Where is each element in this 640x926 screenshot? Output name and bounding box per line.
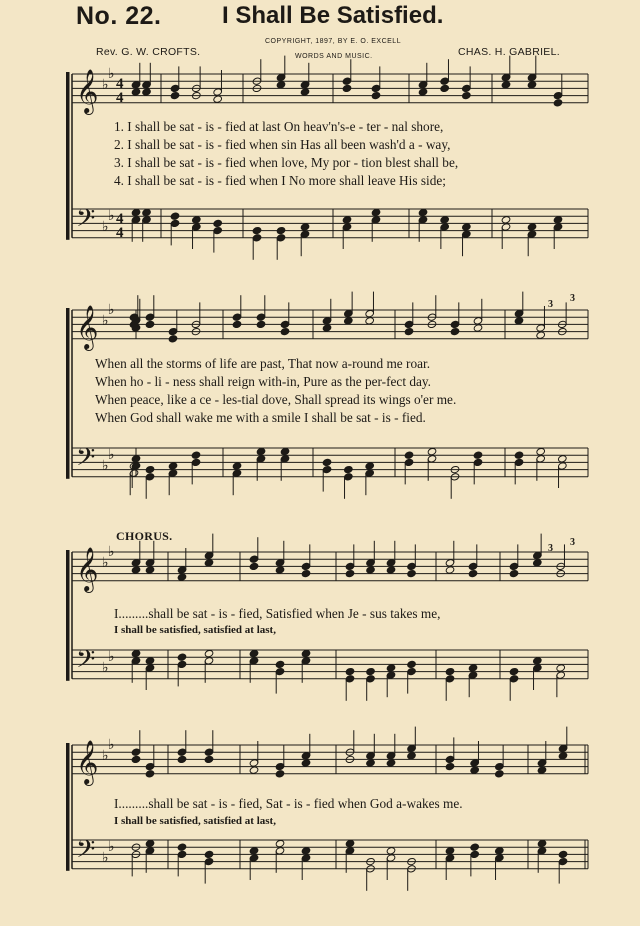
note-head (366, 759, 376, 767)
bass-clef-icon: 𝄢 (76, 204, 96, 239)
note-head (440, 84, 450, 92)
brace-bar (66, 308, 70, 479)
bass-clef-icon: 𝄢 (76, 835, 96, 870)
flat-icon: ♭ (108, 737, 115, 753)
note-head (371, 208, 381, 216)
note-head (249, 649, 259, 657)
note-head (445, 566, 455, 574)
note-head (404, 451, 414, 459)
note-head (131, 755, 141, 763)
hymn-number: No. 22. (76, 2, 162, 30)
note-head (276, 81, 286, 89)
note-head (131, 649, 141, 657)
flat-icon: ♭ (102, 76, 109, 93)
note-head (445, 667, 455, 675)
note-head (145, 566, 155, 574)
triplet-mark: 3 (570, 293, 575, 304)
note-head (177, 573, 187, 581)
note-head (386, 664, 396, 672)
note-head (300, 88, 310, 96)
note-head (558, 752, 568, 760)
triplet-mark: 3 (570, 537, 575, 548)
note-head (366, 667, 376, 675)
note-head (553, 99, 563, 107)
note-head (256, 320, 266, 328)
flat-icon: ♭ (102, 850, 109, 866)
flat-icon: ♭ (108, 839, 115, 856)
note-head (371, 91, 381, 99)
note-head (232, 462, 242, 470)
note-head (301, 649, 311, 657)
note-head (514, 451, 524, 459)
note-head (462, 91, 472, 99)
note-head (204, 755, 214, 763)
note-head (527, 81, 537, 89)
note-head (533, 657, 543, 665)
credit-line: WORDS AND MUSIC. (295, 53, 373, 60)
note-head (514, 317, 524, 325)
note-head (345, 667, 355, 675)
flat-icon: ♭ (108, 66, 115, 82)
chorus-line-2: I.........shall be sat - is - fied, Sat - is - fied when God a-wakes me. (114, 796, 463, 811)
note-head (300, 223, 310, 231)
hymn-title: I Shall Be Satisfied. (222, 2, 444, 29)
note-head (445, 762, 455, 770)
note-head (177, 653, 187, 661)
note-head (533, 559, 543, 567)
note-head (345, 569, 355, 577)
note-head (440, 216, 450, 224)
note-head (501, 216, 511, 224)
note-head (204, 559, 214, 567)
note-head (365, 317, 375, 325)
note-head (558, 455, 568, 463)
time-signature-digit: 4 (116, 76, 124, 92)
note-head (280, 447, 290, 455)
note-head (536, 447, 546, 455)
note-head (249, 847, 259, 855)
note-head (145, 770, 155, 778)
note-head (556, 664, 566, 672)
note-head (213, 219, 223, 227)
note-head (386, 566, 396, 574)
flat-icon: ♭ (102, 747, 109, 764)
note-head (495, 770, 505, 778)
note-head (191, 451, 201, 459)
note-head (275, 770, 285, 778)
time-signature-digit: 4 (116, 225, 124, 241)
note-head (407, 569, 417, 577)
note-head (536, 331, 546, 339)
chorus-label: CHORUS. (116, 529, 173, 543)
note-head (131, 88, 141, 96)
note-head (344, 317, 354, 325)
note-head (404, 327, 414, 335)
note-head (322, 324, 332, 332)
note-head (192, 216, 202, 224)
note-head (232, 320, 242, 328)
treble-clef-icon: 𝄞 (76, 740, 99, 784)
note-head (445, 847, 455, 855)
treble-clef-icon: 𝄞 (76, 305, 99, 349)
bass-clef-icon: 𝄢 (76, 645, 96, 680)
note-head (213, 95, 223, 103)
flat-icon: ♭ (108, 302, 115, 318)
note-head (301, 847, 311, 855)
note-head (249, 562, 259, 570)
note-head (386, 847, 396, 855)
verse-1-line-1: 1. I shall be sat - is - fied at last On heav'n's-e - ter - nal shore, (114, 119, 444, 134)
note-head (177, 755, 187, 763)
note-head (168, 462, 178, 470)
flat-icon: ♭ (102, 312, 109, 329)
note-head (537, 766, 547, 774)
note-head (344, 465, 354, 473)
note-head (142, 208, 152, 216)
note-head (131, 208, 141, 216)
note-head (275, 566, 285, 574)
note-head (145, 320, 155, 328)
chorus-line-1-alt: I shall be satisfied, satisfied at last, (114, 624, 276, 636)
note-head (142, 88, 152, 96)
verse-3-line-2: When peace, like a ce - les-tial dove, Shall spread its wings o'er me. (95, 392, 457, 407)
note-head (145, 839, 155, 847)
note-head (473, 451, 483, 459)
note-head (473, 324, 483, 332)
note-head (509, 667, 519, 675)
note-head (168, 335, 178, 343)
treble-clef-icon: 𝄞 (76, 69, 99, 113)
chorus-line-2-alt: I shall be satisfied, satisfied at last, (114, 815, 276, 827)
note-head (407, 660, 417, 668)
note-head (470, 766, 480, 774)
note-head (177, 843, 187, 851)
verse-2-line-1: 2. I shall be sat - is - fied when sin Has all been wash'd a - way, (114, 137, 451, 152)
note-head (537, 839, 547, 847)
flat-icon: ♭ (108, 208, 115, 225)
note-head (418, 208, 428, 216)
note-head (131, 566, 141, 574)
note-head (450, 327, 460, 335)
note-head (462, 223, 472, 231)
time-signature-digit: 4 (116, 90, 124, 106)
note-head (322, 458, 332, 466)
note-head (386, 759, 396, 767)
note-head (204, 850, 214, 858)
note-head (131, 455, 141, 463)
flat-icon: ♭ (108, 544, 115, 560)
note-head (252, 226, 262, 234)
note-head (365, 462, 375, 470)
flat-icon: ♭ (102, 458, 109, 474)
note-head (342, 216, 352, 224)
note-head (249, 766, 259, 774)
verse-4-line-1: 4. I shall be sat - is - fied when I No more shall leave His side; (114, 173, 446, 188)
flat-icon: ♭ (108, 447, 115, 464)
note-head (418, 88, 428, 96)
note-head (468, 664, 478, 672)
note-head (275, 660, 285, 668)
triplet-mark: 3 (548, 543, 553, 554)
note-head (501, 81, 511, 89)
note-head (301, 759, 311, 767)
note-head (280, 327, 290, 335)
note-head (204, 649, 214, 657)
note-head (256, 447, 266, 455)
brace-bar (66, 743, 70, 871)
note-head (276, 226, 286, 234)
copyright-notice: COPYRIGHT, 1897, BY E. O. EXCELL (265, 38, 402, 45)
note-head (170, 91, 180, 99)
verse-3-line-1: 3. I shall be sat - is - fied when love, My por - tion blest shall be, (114, 155, 459, 170)
triplet-mark: 3 (548, 299, 553, 310)
flat-icon: ♭ (102, 219, 109, 235)
verse-2-line-2: When ho - li - ness shall reign with-in, Pure as the per-fect day. (95, 374, 431, 389)
time-signature-digit: 4 (116, 211, 124, 227)
note-head (407, 752, 417, 760)
note-head (495, 847, 505, 855)
verse-4-line-2: When God shall wake me with a smile I shall be sat - is - fied. (95, 410, 426, 425)
treble-clef-icon: 𝄞 (76, 547, 99, 591)
verse-1-line-2: When all the storms of life are past, That now a-round me roar. (95, 356, 431, 371)
chorus-line-1: I.........shall be sat - is - fied, Satisfied when Je - sus takes me, (114, 606, 441, 621)
note-head (145, 465, 155, 473)
note-head (145, 657, 155, 665)
note-head (509, 569, 519, 577)
note-head (301, 569, 311, 577)
note-head (275, 839, 285, 847)
note-head (427, 447, 437, 455)
note-head (558, 850, 568, 858)
note-head (468, 569, 478, 577)
brace-bar (66, 550, 70, 681)
note-head (470, 843, 480, 851)
composer-credit: CHAS. H. GABRIEL. (458, 46, 560, 58)
flat-icon: ♭ (102, 660, 109, 676)
note-head (345, 839, 355, 847)
flat-icon: ♭ (102, 554, 109, 571)
author-credit: Rev. G. W. CROFTS. (96, 46, 201, 58)
note-head (342, 84, 352, 92)
brace-bar (66, 72, 70, 240)
note-head (527, 223, 537, 231)
note-head (553, 216, 563, 224)
flat-icon: ♭ (108, 649, 115, 666)
note-head (170, 212, 180, 220)
note-head (366, 566, 376, 574)
bass-clef-icon: 𝄢 (76, 443, 96, 478)
